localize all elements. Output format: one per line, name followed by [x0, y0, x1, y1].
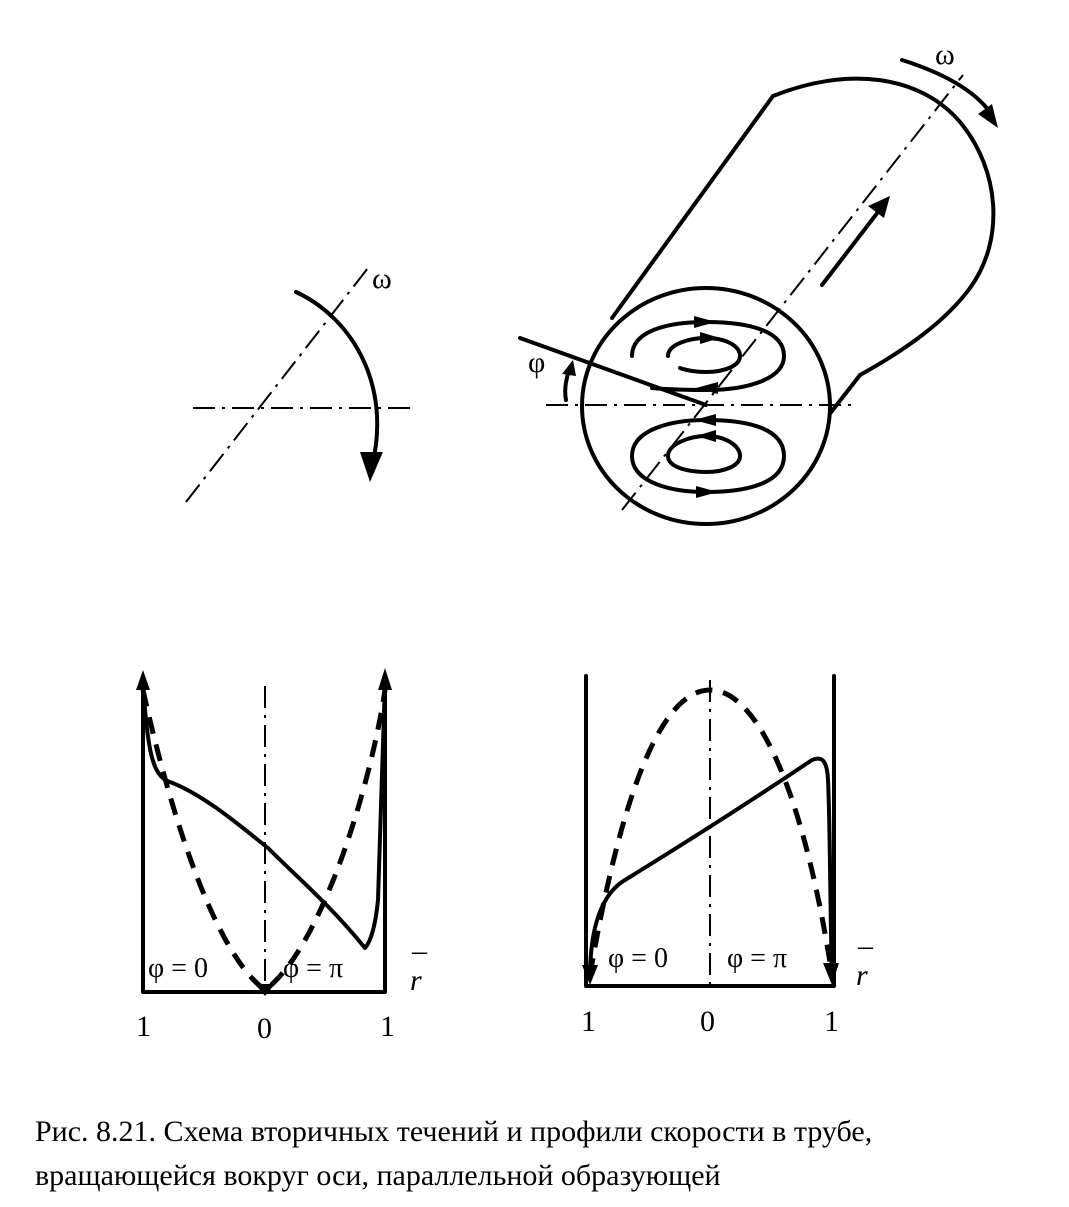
right-profile-tick-left: 1: [581, 1005, 596, 1038]
phi-label: φ: [528, 346, 546, 379]
right-profile-label-phi-0: φ = 0: [608, 943, 668, 974]
right-profile-r-label: r: [856, 959, 868, 992]
rotation-arrowhead: [360, 452, 383, 482]
rotation-sketch: [186, 262, 412, 502]
right-velocity-profile: [581, 676, 874, 1038]
cylinder-sketch: [520, 38, 998, 524]
caption-line-1: Рис. 8.21. Схема вторичных течений и профили скорости в трубе,: [35, 1115, 873, 1148]
left-profile-r-label: r: [410, 964, 422, 997]
left-profile-label-phi-pi: φ = π: [283, 953, 344, 984]
rotation-axis: [186, 268, 368, 502]
axial-flow-line: [822, 212, 878, 285]
left-profile-tick-left: 1: [136, 1010, 151, 1043]
left-profile-arrow-right: [378, 668, 392, 690]
left-profile-arrow-left: [136, 670, 150, 690]
left-profile-tick-center: 0: [257, 1012, 272, 1045]
cylinder-back-rim: [773, 79, 993, 375]
right-profile-arrow-right: [823, 963, 839, 985]
left-profile-label-phi-0: φ = 0: [148, 953, 208, 984]
figure-caption: [35, 1110, 1055, 1198]
right-profile-tick-right: 1: [824, 1005, 839, 1038]
omega-top-label: ω: [935, 38, 955, 71]
axial-flow-arrowhead: [868, 196, 890, 218]
rotation-arrow: [296, 292, 377, 466]
left-velocity-profile: [136, 668, 428, 1045]
right-profile-label-phi-pi: φ = π: [727, 943, 788, 974]
phi-angle-arrowhead: [562, 360, 576, 376]
cylinder-top-generator: [612, 96, 773, 318]
omega-left-label: ω: [372, 262, 392, 295]
left-profile-tick-right: 1: [380, 1010, 395, 1043]
caption-line-2: вращающейся вокруг оси, параллельной образующей: [35, 1159, 721, 1192]
right-profile-tick-center: 0: [700, 1005, 715, 1038]
omega-rotation-arrowhead: [978, 104, 998, 128]
left-profile-r-overline: –: [412, 934, 427, 967]
right-profile-r-overline: –: [858, 929, 873, 962]
